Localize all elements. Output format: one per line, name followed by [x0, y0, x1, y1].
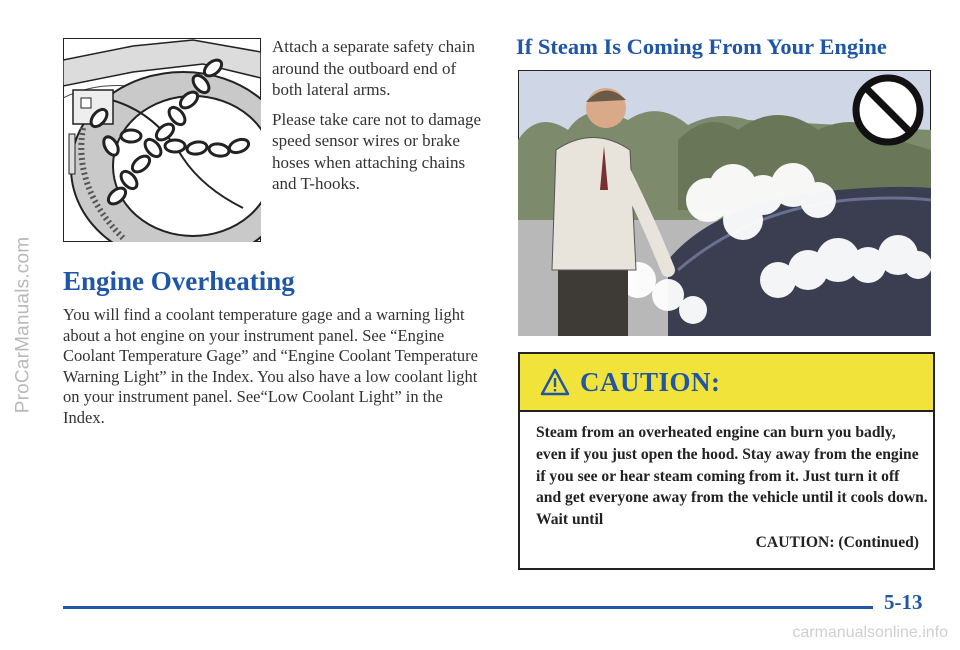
caution-text: Steam from an overheated engine can burn you badly, even if you just open the hood. Stay away from the engine if you see or hear steam coming from it. Just turn it off and get everyone away from the vehicle until it cools down. Wait until — [536, 424, 928, 529]
page-number: 5-13 — [884, 590, 923, 614]
steam-section-heading: If Steam Is Coming From Your Engine — [516, 34, 887, 59]
chain-instruction-1: Attach a separate safety chain around the outboard end of both lateral arms. — [272, 37, 475, 99]
no-symbol-icon — [856, 78, 920, 142]
chain-instruction-2: Please take care not to damage speed sensor wires or brake hoses when attaching chains and T-hooks. — [272, 109, 482, 193]
side-watermark-text: ProCarManuals.com — [12, 236, 34, 414]
chain-instructions — [272, 36, 482, 203]
tire-chain-illustration — [63, 38, 261, 242]
footer-watermark: carmanualsonline.info — [792, 624, 948, 641]
caution-box — [518, 352, 935, 570]
caution-header-bar — [520, 354, 933, 412]
footer-rule — [63, 606, 873, 609]
engine-overheating-body: You will find a coolant temperature gage and a warning light about a hot engine on your instrument panel. See “Engine Coolant Temperature Gage” and “Engine Coolant Temperature Warning Light” in the Index. You also have a low coolant light on your instrument panel. See“Low Coolant Light” in the Index. — [63, 305, 478, 427]
warning-triangle-icon — [540, 368, 570, 396]
side-watermark — [6, 0, 40, 650]
caution-continued: CAUTION: (Continued) — [755, 534, 919, 551]
caution-label: CAUTION: — [580, 366, 721, 397]
engine-overheating-heading: Engine Overheating — [63, 266, 295, 296]
steam-illustration — [518, 70, 931, 336]
